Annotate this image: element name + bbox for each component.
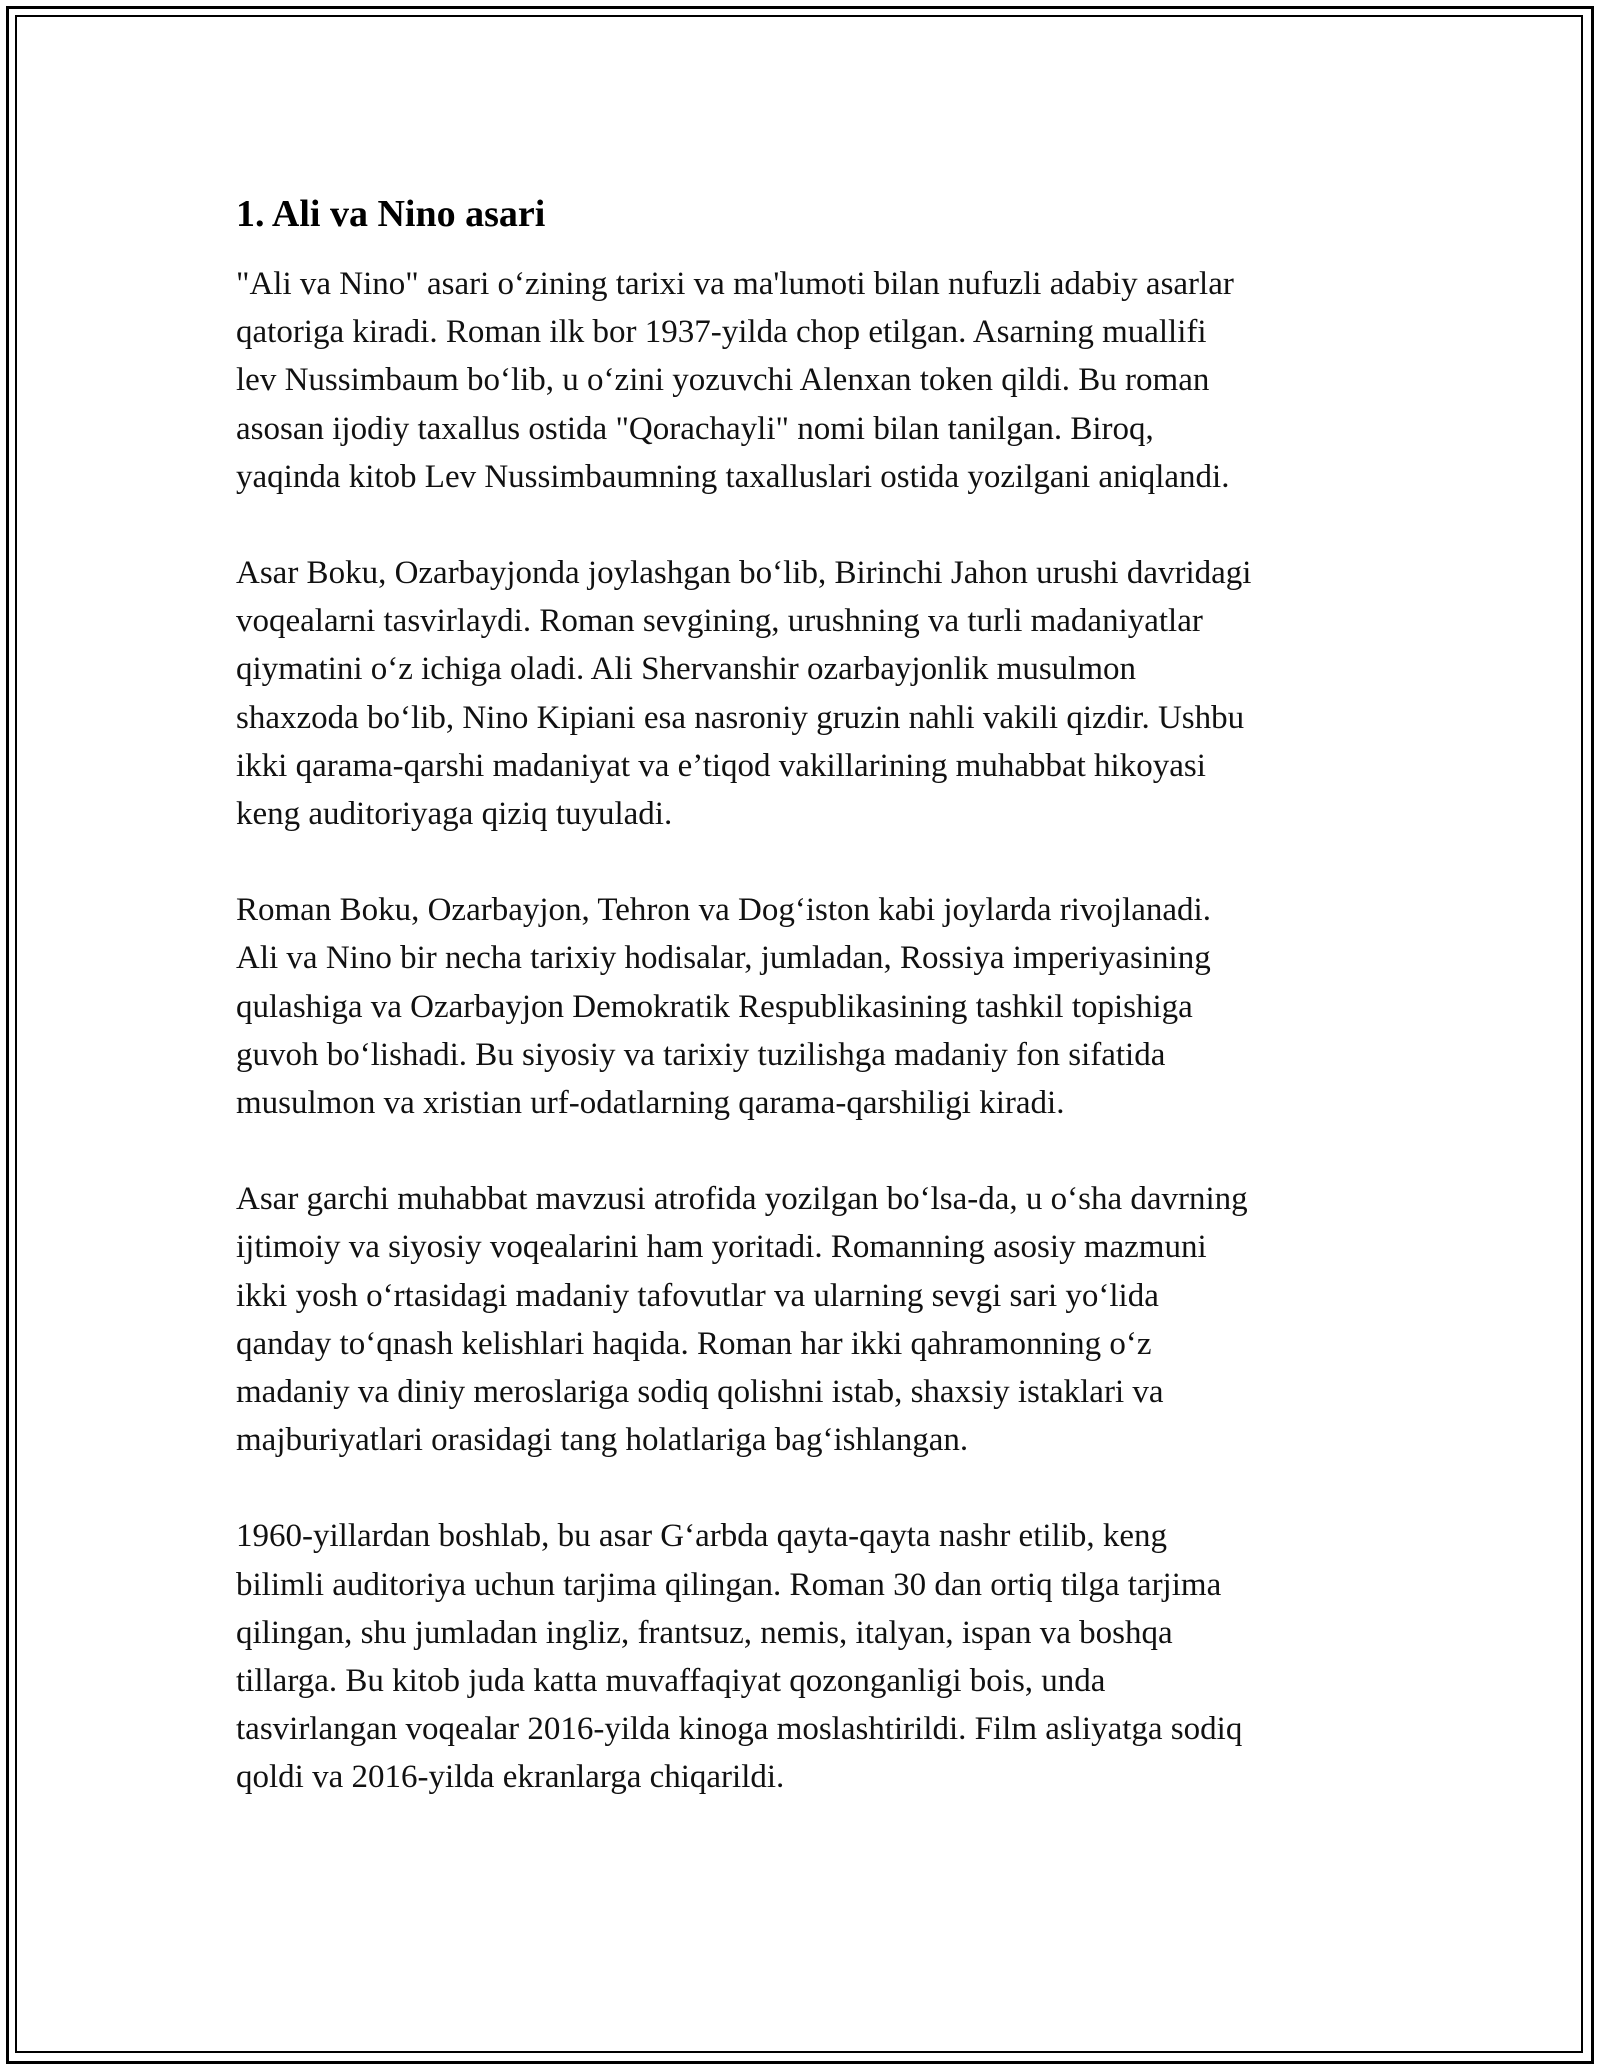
paragraph-1: "Ali va Nino" asari o‘zining tarixi va ma'lumoti bilan nufuzli adabiy asarlar qatoriga kiradi. Roman ilk bor 1937-yilda chop etilgan. Asarning muallifi lev Nussimbaum bo‘lib, u o‘zini yozuvchi Alenxan token qildi. Bu roman asosan ijodiy taxallus ostida "Qorachayli" nomi bilan tanilgan. Biroq, yaqinda kitob Lev Nussimbaumning taxalluslari ostida yozilgani aniqlandi. <box>236 266 1234 495</box>
paragraph-2: Asar Boku, Ozarbayjonda joylashgan bo‘lib, Birinchi Jahon urushi davridagi voqealarni tasvirlaydi. Roman sevgining, urushning va turli madaniyatlar qiymatini o‘z ichiga oladi. Ali Shervanshir ozarbayjonlik musulmon shaxzoda bo‘lib, Nino Kipiani esa nasroniy gruzin nahli vakili qizdir. Ushbu ikki qarama-qarshi madaniyat va e’tiqod vakillarining muhabbat hikoyasi keng auditoriyaga qiziq tuyuladi. <box>236 555 1252 833</box>
document-title: 1. Ali va Nino asari <box>236 193 546 235</box>
paragraph-5: 1960-yillardan boshlab, bu asar G‘arbda qayta-qayta nashr etilib, keng bilimli auditoriya uchun tarjima qilingan. Roman 30 dan ortiq tilga tarjima qilingan, shu jumladan ingliz, frantsuz, nemis, italyan, ispan va boshqa tillarga. Bu kitob juda katta muvaffaqiyat qozonganligi bois, unda tasvirlangan voqealar 2016-yilda kinoga moslashtirildi. Film asliyatga sodiq qoldi va 2016-yilda ekranlarga chiqarildi. <box>236 1518 1243 1796</box>
paragraph-4: Asar garchi muhabbat mavzusi atrofida yozilgan bo‘lsa-da, u o‘sha davrning ijtimoiy va siyosiy voqealarini ham yoritadi. Romanning asosiy mazmuni ikki yosh o‘rtasidagi madaniy tafovutlar va ularning sevgi sari yo‘lida qanday to‘qnash kelishlari haqida. Roman har ikki qahramonning o‘z madaniy va diniy meroslariga sodiq qolishni istab, shaxsiy istaklari va majburiyatlari orasidagi tang holatlariga bag‘ishlangan. <box>236 1181 1248 1459</box>
document-body <box>236 188 1376 1850</box>
paragraph-3: Roman Boku, Ozarbayjon, Tehron va Dog‘iston kabi joylarda rivojlanadi. Ali va Nino bir necha tarixiy hodisalar, jumladan, Rossiya imperiyasining qulashiga va Ozarbayjon Demokratik Respublikasining tashkil topishiga guvoh bo‘lishadi. Bu siyosiy va tarixiy tuzilishga madaniy fon sifatida musulmon va xristian urf-odatlarning qarama-qarshiligi kiradi. <box>236 892 1211 1122</box>
